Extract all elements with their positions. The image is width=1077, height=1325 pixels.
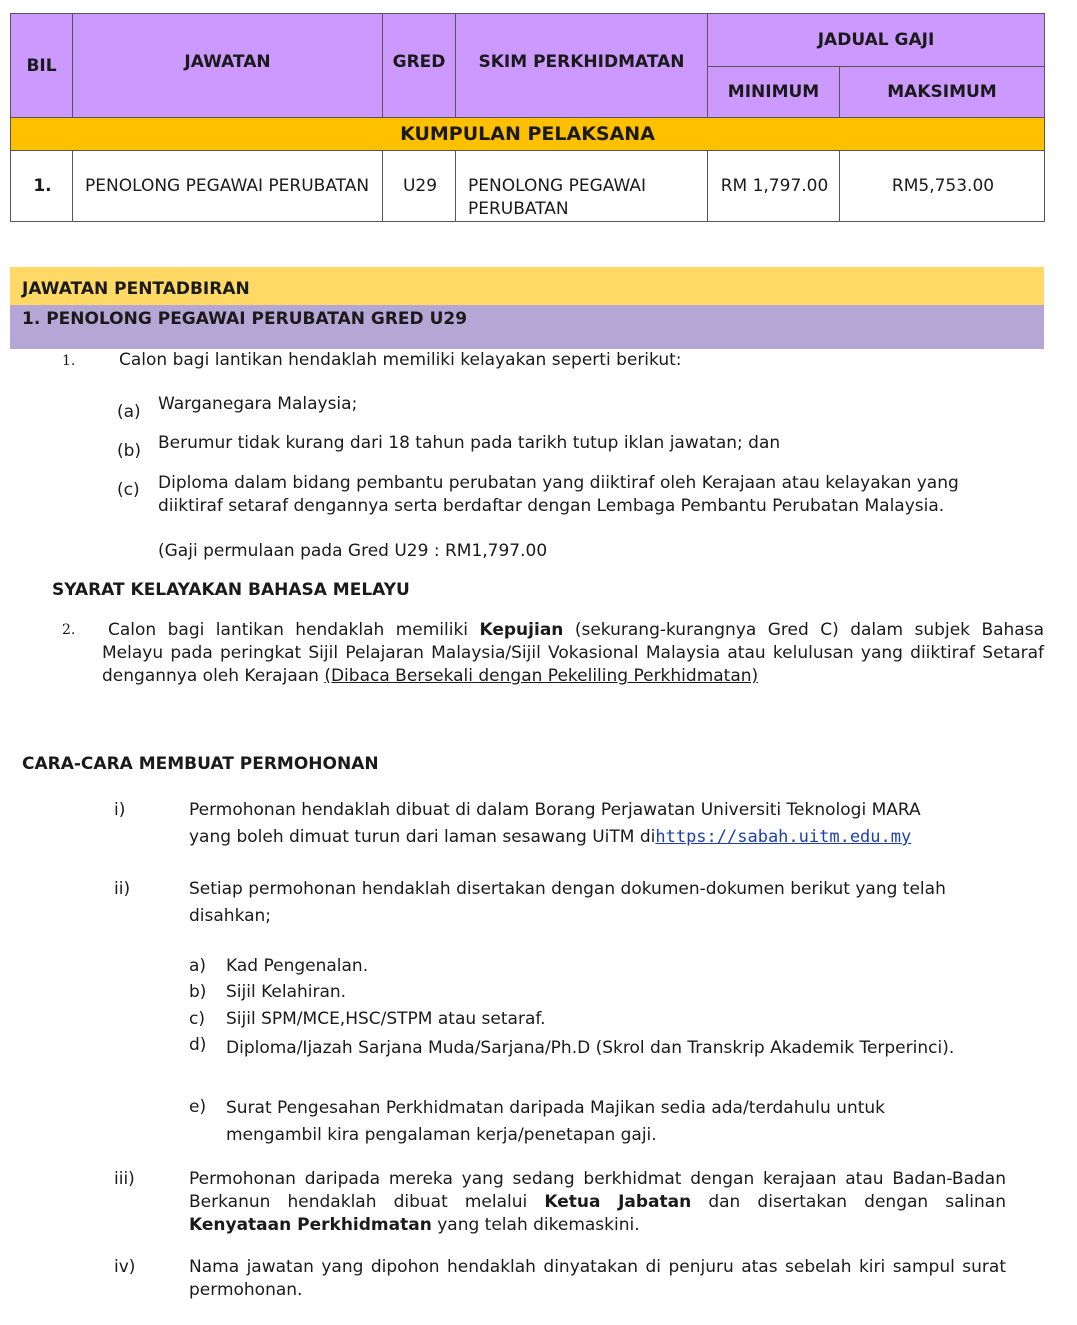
cell-bil: 1.: [11, 151, 73, 222]
doc-marker-a: a): [189, 956, 207, 976]
doc-marker-e: e): [189, 1097, 207, 1117]
kenyataan-perkhidmatan: Kenyataan Perkhidmatan: [189, 1215, 432, 1235]
requirement-item-c: Diploma dalam bidang pembantu perubatan yang diiktiraf oleh Kerajaan atau kelayakan yang diiktiraf setaraf dengannya serta berdaftar dengan Lembaga Pembantu Perubatan Malaysia.: [158, 473, 959, 516]
header-gred: GRED: [383, 14, 456, 118]
salary-note: (Gaji permulaan pada Gred U29 : RM1,797.00: [158, 541, 548, 561]
cara-item-iii: Permohonan daripada mereka yang sedang berkhidmat dengan kerajaan atau Badan-Badan Berkanun hendaklah dibuat melalui Ketua Jabatan dan disertakan dengan salinan Kenyataan Perkhidmatan yang telah dikemaskini.: [189, 1169, 1006, 1235]
jawatan-table: [10, 13, 1045, 222]
cara-marker-iv: iv): [114, 1257, 136, 1277]
requirement-number: 1.: [62, 353, 76, 369]
requirement-intro: Calon bagi lantikan hendaklah memiliki kelayakan seperti berikut:: [119, 350, 682, 370]
ketua-jabatan: Ketua Jabatan: [544, 1192, 692, 1212]
cell-skim: PENOLONG PEGAWAI PERUBATAN: [456, 151, 708, 222]
cara-marker-ii: ii): [114, 879, 131, 899]
cara-item-ii: Setiap permohonan hendaklah disertakan dengan dokumen-dokumen berikut yang telah disahkan;: [189, 879, 946, 926]
bahasa-number: 2.: [62, 622, 76, 638]
doc-marker-c: c): [189, 1009, 205, 1029]
doc-item-e: Surat Pengesahan Perkhidmatan daripada Majikan sedia ada/terdahulu untuk mengambil kira pengalaman kerja/penetapan gaji.: [226, 1098, 886, 1145]
table-row: [11, 151, 1045, 222]
cara-item-i: Permohonan hendaklah dibuat di dalam Borang Perjawatan Universiti Teknologi MARA yang boleh dimuat turun dari laman sesawang UiTM dihttps://sabah.uitm.edu.my: [189, 800, 921, 847]
doc-item-d: Diploma/Ijazah Sarjana Muda/Sarjana/Ph.D (Skrol dan Transkrip Akademik Terperinci).: [226, 1038, 955, 1058]
section-title-bar: JAWATAN PENTADBIRAN: [10, 267, 1044, 305]
header-maksimum: MAKSIMUM: [840, 67, 1045, 118]
cell-minimum: RM 1,797.00: [708, 151, 840, 222]
cara-marker-i: i): [114, 800, 126, 820]
requirement-item-b: Berumur tidak kurang dari 18 tahun pada tarikh tutup iklan jawatan; dan: [158, 433, 781, 453]
cara-item-iv: Nama jawatan yang dipohon hendaklah dinyatakan di penjuru atas sebelah kiri sampul surat permohonan.: [189, 1257, 1006, 1300]
requirement-marker-a: (a): [117, 402, 141, 422]
cell-jawatan: PENOLONG PEGAWAI PERUBATAN: [73, 151, 383, 222]
cell-maksimum: RM5,753.00: [840, 151, 1045, 222]
doc-item-b: Sijil Kelahiran.: [226, 982, 347, 1002]
header-jadual-gaji: JADUAL GAJI: [708, 14, 1045, 67]
header-bil: BIL: [11, 14, 73, 118]
doc-item-a: Kad Pengenalan.: [226, 956, 369, 976]
header-jawatan: JAWATAN: [73, 14, 383, 118]
pekeliling-reference: (Dibaca Bersekali dengan Pekeliling Perkhidmatan): [324, 666, 759, 686]
header-skim: SKIM PERKHIDMATAN: [456, 14, 708, 118]
requirement-marker-b: (b): [117, 441, 142, 461]
bahasa-heading: SYARAT KELAYAKAN BAHASA MELAYU: [52, 580, 410, 600]
requirement-marker-c: (c): [117, 480, 140, 500]
group-row-kumpulan-pelaksana: KUMPULAN PELAKSANA: [11, 118, 1045, 151]
cara-heading: CARA-CARA MEMBUAT PERMOHONAN: [22, 754, 379, 774]
doc-marker-b: b): [189, 982, 207, 1002]
doc-item-c: Sijil SPM/MCE,HSC/STPM atau setaraf.: [226, 1009, 546, 1029]
header-minimum: MINIMUM: [708, 67, 840, 118]
cell-gred: U29: [383, 151, 456, 222]
bahasa-paragraph: Calon bagi lantikan hendaklah memiliki Kepujian (sekurang-kurangnya Gred C) dalam subjek Bahasa Melayu pada peringkat Sijil Pelajaran Malaysia/Sijil Vokasional Malaysia atau kelulusan yang diiktiraf Setaraf dengannya oleh Kerajaan (Dibaca Bersekali dengan Pekeliling Perkhidmatan): [102, 620, 1044, 686]
section-subtitle-bar: 1. PENOLONG PEGAWAI PERUBATAN GRED U29: [10, 305, 1044, 349]
bahasa-kepujian: Kepujian: [479, 620, 564, 640]
cara-marker-iii: iii): [114, 1169, 135, 1189]
doc-marker-d: d): [189, 1035, 207, 1055]
uitm-sabah-link[interactable]: https://sabah.uitm.edu.my: [655, 827, 912, 847]
requirement-item-a: Warganegara Malaysia;: [158, 394, 358, 414]
